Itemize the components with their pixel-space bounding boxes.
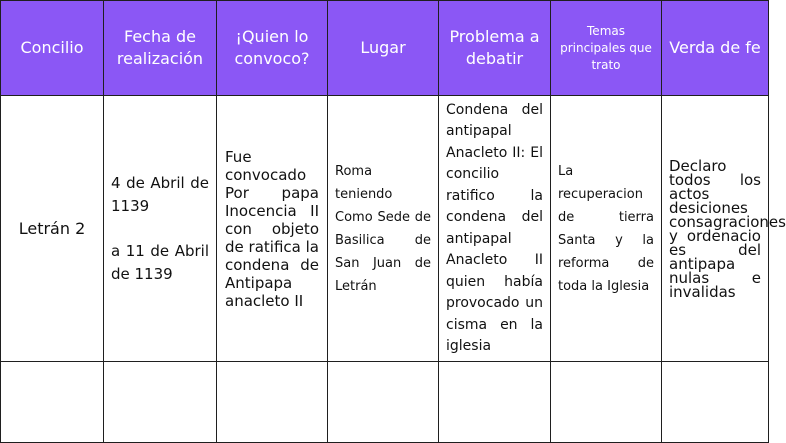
empty-cell (328, 362, 439, 443)
header-lugar: Lugar (328, 1, 439, 96)
fecha-inicio: 4 de Abril de 1139 (111, 173, 209, 215)
empty-cell (551, 362, 662, 443)
cell-lugar: Roma teniendo Como Sede de Basilica de San Juan de Letrán (328, 96, 439, 362)
header-row (1, 1, 769, 96)
empty-cell (104, 362, 217, 443)
cell-temas: La recuperacion de tierra Santa y la reforma de toda la Iglesia (551, 96, 662, 362)
cell-problema: Condena del antipapal Anacleto II: El concilio ratifico la condena del antipapal Anacleto II quien había provocado un cisma en la iglesia (439, 96, 551, 362)
header-temas: Temas principales que trato (551, 1, 662, 96)
empty-cell (439, 362, 551, 443)
table-row (1, 96, 769, 362)
empty-cell (217, 362, 328, 443)
header-quien: ¡Quien lo convoco? (217, 1, 328, 96)
cell-fecha (104, 96, 217, 362)
cell-concilio: Letrán 2 (1, 96, 104, 362)
table-row-empty (1, 362, 769, 443)
header-fecha: Fecha de realización (104, 1, 217, 96)
header-problema: Problema a debatir (439, 1, 551, 96)
fecha-fin: a 11 de Abril de 1139 (111, 241, 209, 283)
header-concilio: Concilio (1, 1, 104, 96)
empty-cell (1, 362, 104, 443)
empty-cell (662, 362, 769, 443)
header-verdad: Verda de fe (662, 1, 769, 96)
cell-quien: Fue convocado Por papa Inocencia II con objeto de ratifica la condena de Antipapa anacleto II (217, 96, 328, 362)
cell-verdad: Declaro todos los actos desiciones consagraciones y ordenacio es del antipapa nulas e invalidas (662, 96, 769, 362)
